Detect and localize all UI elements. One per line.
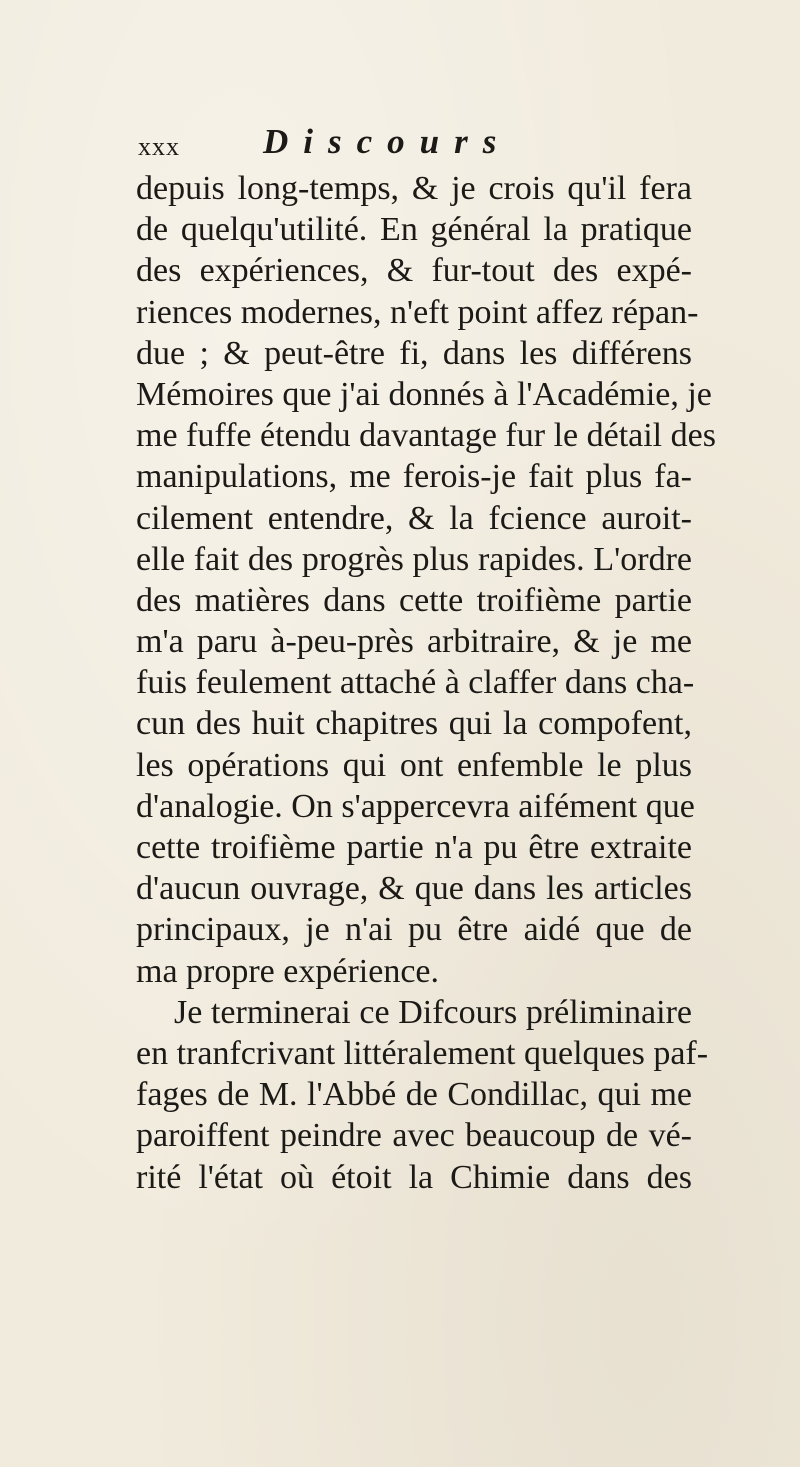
text-line: riences modernes, n'eft point affez répan- [136,293,699,331]
text-line: de quelqu'utilité. En général la pratique [136,211,692,249]
text-line: fuis feulement attaché à claffer dans cha- [136,664,695,702]
text-line: cun des huit chapitres qui la compofent, [136,705,692,743]
text-line: principaux, je n'ai pu être aidé que de [136,911,692,949]
text-line: d'aucun ouvrage, & que dans les articles [136,870,692,908]
page-number: xxx [138,132,180,161]
text-line: paroiffent peindre avec beaucoup de vé- [136,1117,692,1155]
text-line: elle fait des progrès plus rapides. L'ordre [136,540,692,578]
body-text [136,168,716,1198]
text-line: cette troifième partie n'a pu être extraite [136,829,692,866]
text-line: manipulations, me ferois-je fait plus fa- [136,458,692,496]
page-header [138,122,678,168]
text-line: due ; & peut-être fi, dans les différens [136,334,692,372]
text-line: rité l'état où étoit la Chimie dans des [136,1158,692,1196]
text-line: fages de M. l'Abbé de Condillac, qui me [136,1076,692,1114]
text-line: d'analogie. On s'appercevra aifément que [136,787,695,825]
text-line: des expériences, & fur-tout des expé- [136,252,692,290]
text-line: ma propre expérience. [136,952,439,990]
text-line: les opérations qui ont enfemble le plus [136,746,692,784]
text-line: m'a paru à-peu-près arbitraire, & je me [136,623,692,661]
text-line: depuis long-temps, & je crois qu'il fera [136,170,692,207]
text-line: Je terminerai ce Difcours préliminaire [174,993,692,1031]
text-line: des matières dans cette troifième partie [136,581,692,619]
text-line: cilement entendre, & la fcience auroit- [136,499,692,537]
text-line: Mémoires que j'ai donnés à l'Académie, je [136,375,712,413]
text-line: me fuffe étendu davantage fur le détail des [136,417,716,455]
text-line: en tranfcrivant littéralement quelques paf- [136,1034,709,1072]
running-title: Discours [263,122,512,161]
